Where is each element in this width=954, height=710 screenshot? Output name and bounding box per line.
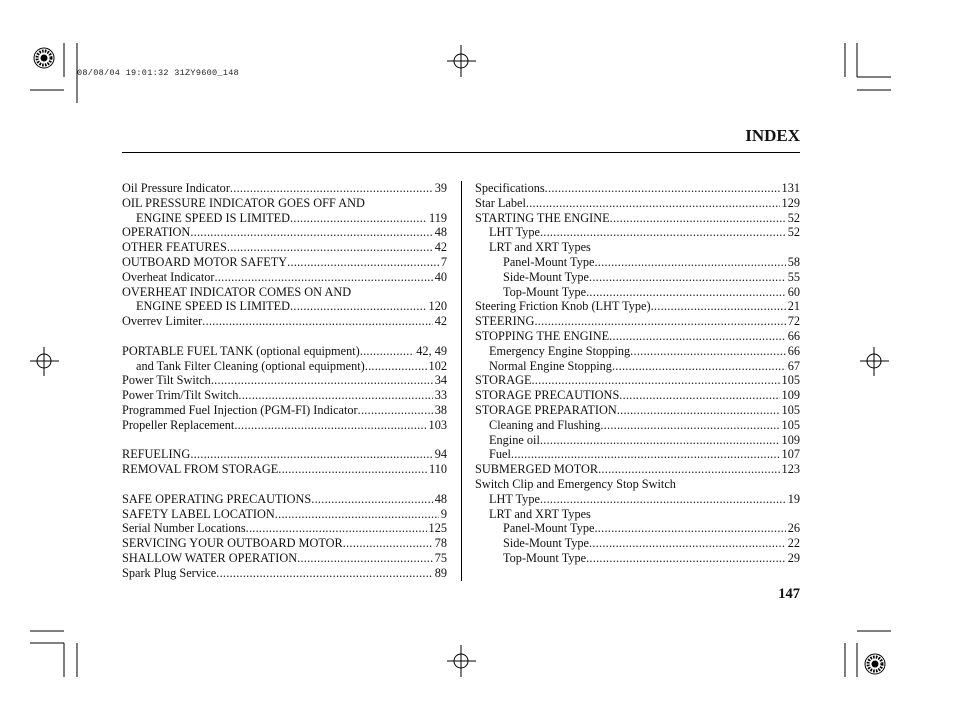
- index-entry: Cleaning and Flushing ..... 105: [475, 418, 800, 433]
- index-entry: Programmed Fuel Injection (PGM-FI) Indicator ..... 38: [122, 403, 447, 418]
- index-entry: Specifications ..... 131: [475, 181, 800, 196]
- index-entry: STORAGE PREPARATION ..... 105: [475, 403, 800, 418]
- page-title: INDEX: [745, 126, 800, 145]
- index-entry: STOPPING THE ENGINE ..... 66: [475, 329, 800, 344]
- page-number: 147: [778, 586, 800, 602]
- index-entry: STORAGE PRECAUTIONS ..... 109: [475, 388, 800, 403]
- index-entry: Emergency Engine Stopping ..... 66: [475, 344, 800, 359]
- index-entry: Power Trim/Tilt Switch ..... 33: [122, 388, 447, 403]
- header-rule: [122, 152, 800, 153]
- index-entry: Star Label ..... 129: [475, 196, 800, 211]
- index-entry: Switch Clip and Emergency Stop Switch: [475, 476, 676, 491]
- index-entry: Top-Mount Type ..... 60: [475, 285, 800, 300]
- index-entry: LHT Type ..... 52: [475, 225, 800, 240]
- index-entry: OUTBOARD MOTOR SAFETY ..... 7: [122, 255, 447, 270]
- index-entry: SAFE OPERATING PRECAUTIONS ..... 48: [122, 492, 447, 507]
- index-entry: Serial Number Locations ..... 125: [122, 521, 447, 536]
- index-entry: STARTING THE ENGINE ..... 52: [475, 211, 800, 226]
- index-entry: SUBMERGED MOTOR ..... 123: [475, 462, 800, 477]
- index-entry: Engine oil ..... 109: [475, 433, 800, 448]
- index-entry: SHALLOW WATER OPERATION ..... 75: [122, 551, 447, 566]
- index-entry: LRT and XRT Types: [489, 240, 591, 255]
- column-divider: [461, 181, 462, 581]
- index-entry: OIL PRESSURE INDICATOR GOES OFF AND: [122, 195, 365, 210]
- index-entry: Overrev Limiter ..... 42: [122, 314, 447, 329]
- index-entry: Panel-Mount Type ..... 26: [475, 521, 800, 536]
- index-entry: OVERHEAT INDICATOR COMES ON AND: [122, 284, 352, 299]
- index-entry: ENGINE SPEED IS LIMITED ..... 119: [122, 211, 447, 226]
- index-entry: Top-Mount Type ..... 29: [475, 551, 800, 566]
- index-entry: Oil Pressure Indicator ..... 39: [122, 181, 447, 196]
- index-entry: SERVICING YOUR OUTBOARD MOTOR ..... 78: [122, 536, 447, 551]
- index-entry: Fuel ..... 107: [475, 447, 800, 462]
- print-slug: 08/08/04 19:01:32 31ZY9600_148: [77, 68, 240, 78]
- index-entry: OTHER FEATURES ..... 42: [122, 240, 447, 255]
- index-entry: PORTABLE FUEL TANK (optional equipment) ..... 42, 49: [122, 344, 447, 359]
- index-entry: STEERING ..... 72: [475, 314, 800, 329]
- index-entry: Side-Mount Type ..... 22: [475, 536, 800, 551]
- index-entry: Propeller Replacement ..... 103: [122, 418, 447, 433]
- index-entry: LHT Type ..... 19: [475, 492, 800, 507]
- index-entry: Spark Plug Service ..... 89: [122, 566, 447, 581]
- index-entry: ENGINE SPEED IS LIMITED ..... 120: [122, 299, 447, 314]
- index-column-right: [475, 181, 800, 566]
- index-entry: STORAGE ..... 105: [475, 373, 800, 388]
- index-entry: Overheat Indicator ..... 40: [122, 270, 447, 285]
- index-entry: SAFETY LABEL LOCATION ..... 9: [122, 507, 447, 522]
- index-entry: Power Tilt Switch ..... 34: [122, 373, 447, 388]
- index-entry: OPERATION ..... 48: [122, 225, 447, 240]
- index-column-left: [122, 181, 447, 581]
- index-entry: Panel-Mount Type ..... 58: [475, 255, 800, 270]
- index-entry: Steering Friction Knob (LHT Type) ..... 21: [475, 299, 800, 314]
- registration-target-icon: [865, 654, 885, 674]
- index-entry: and Tank Filter Cleaning (optional equipment) ..... 102: [122, 359, 447, 374]
- registration-target-icon: [34, 48, 54, 68]
- index-entry: REMOVAL FROM STORAGE ..... 110: [122, 462, 447, 477]
- index-entry: REFUELING ..... 94: [122, 447, 447, 462]
- index-entry: LRT and XRT Types: [489, 506, 591, 521]
- index-entry: Normal Engine Stopping ..... 67: [475, 359, 800, 374]
- index-entry: Side-Mount Type ..... 55: [475, 270, 800, 285]
